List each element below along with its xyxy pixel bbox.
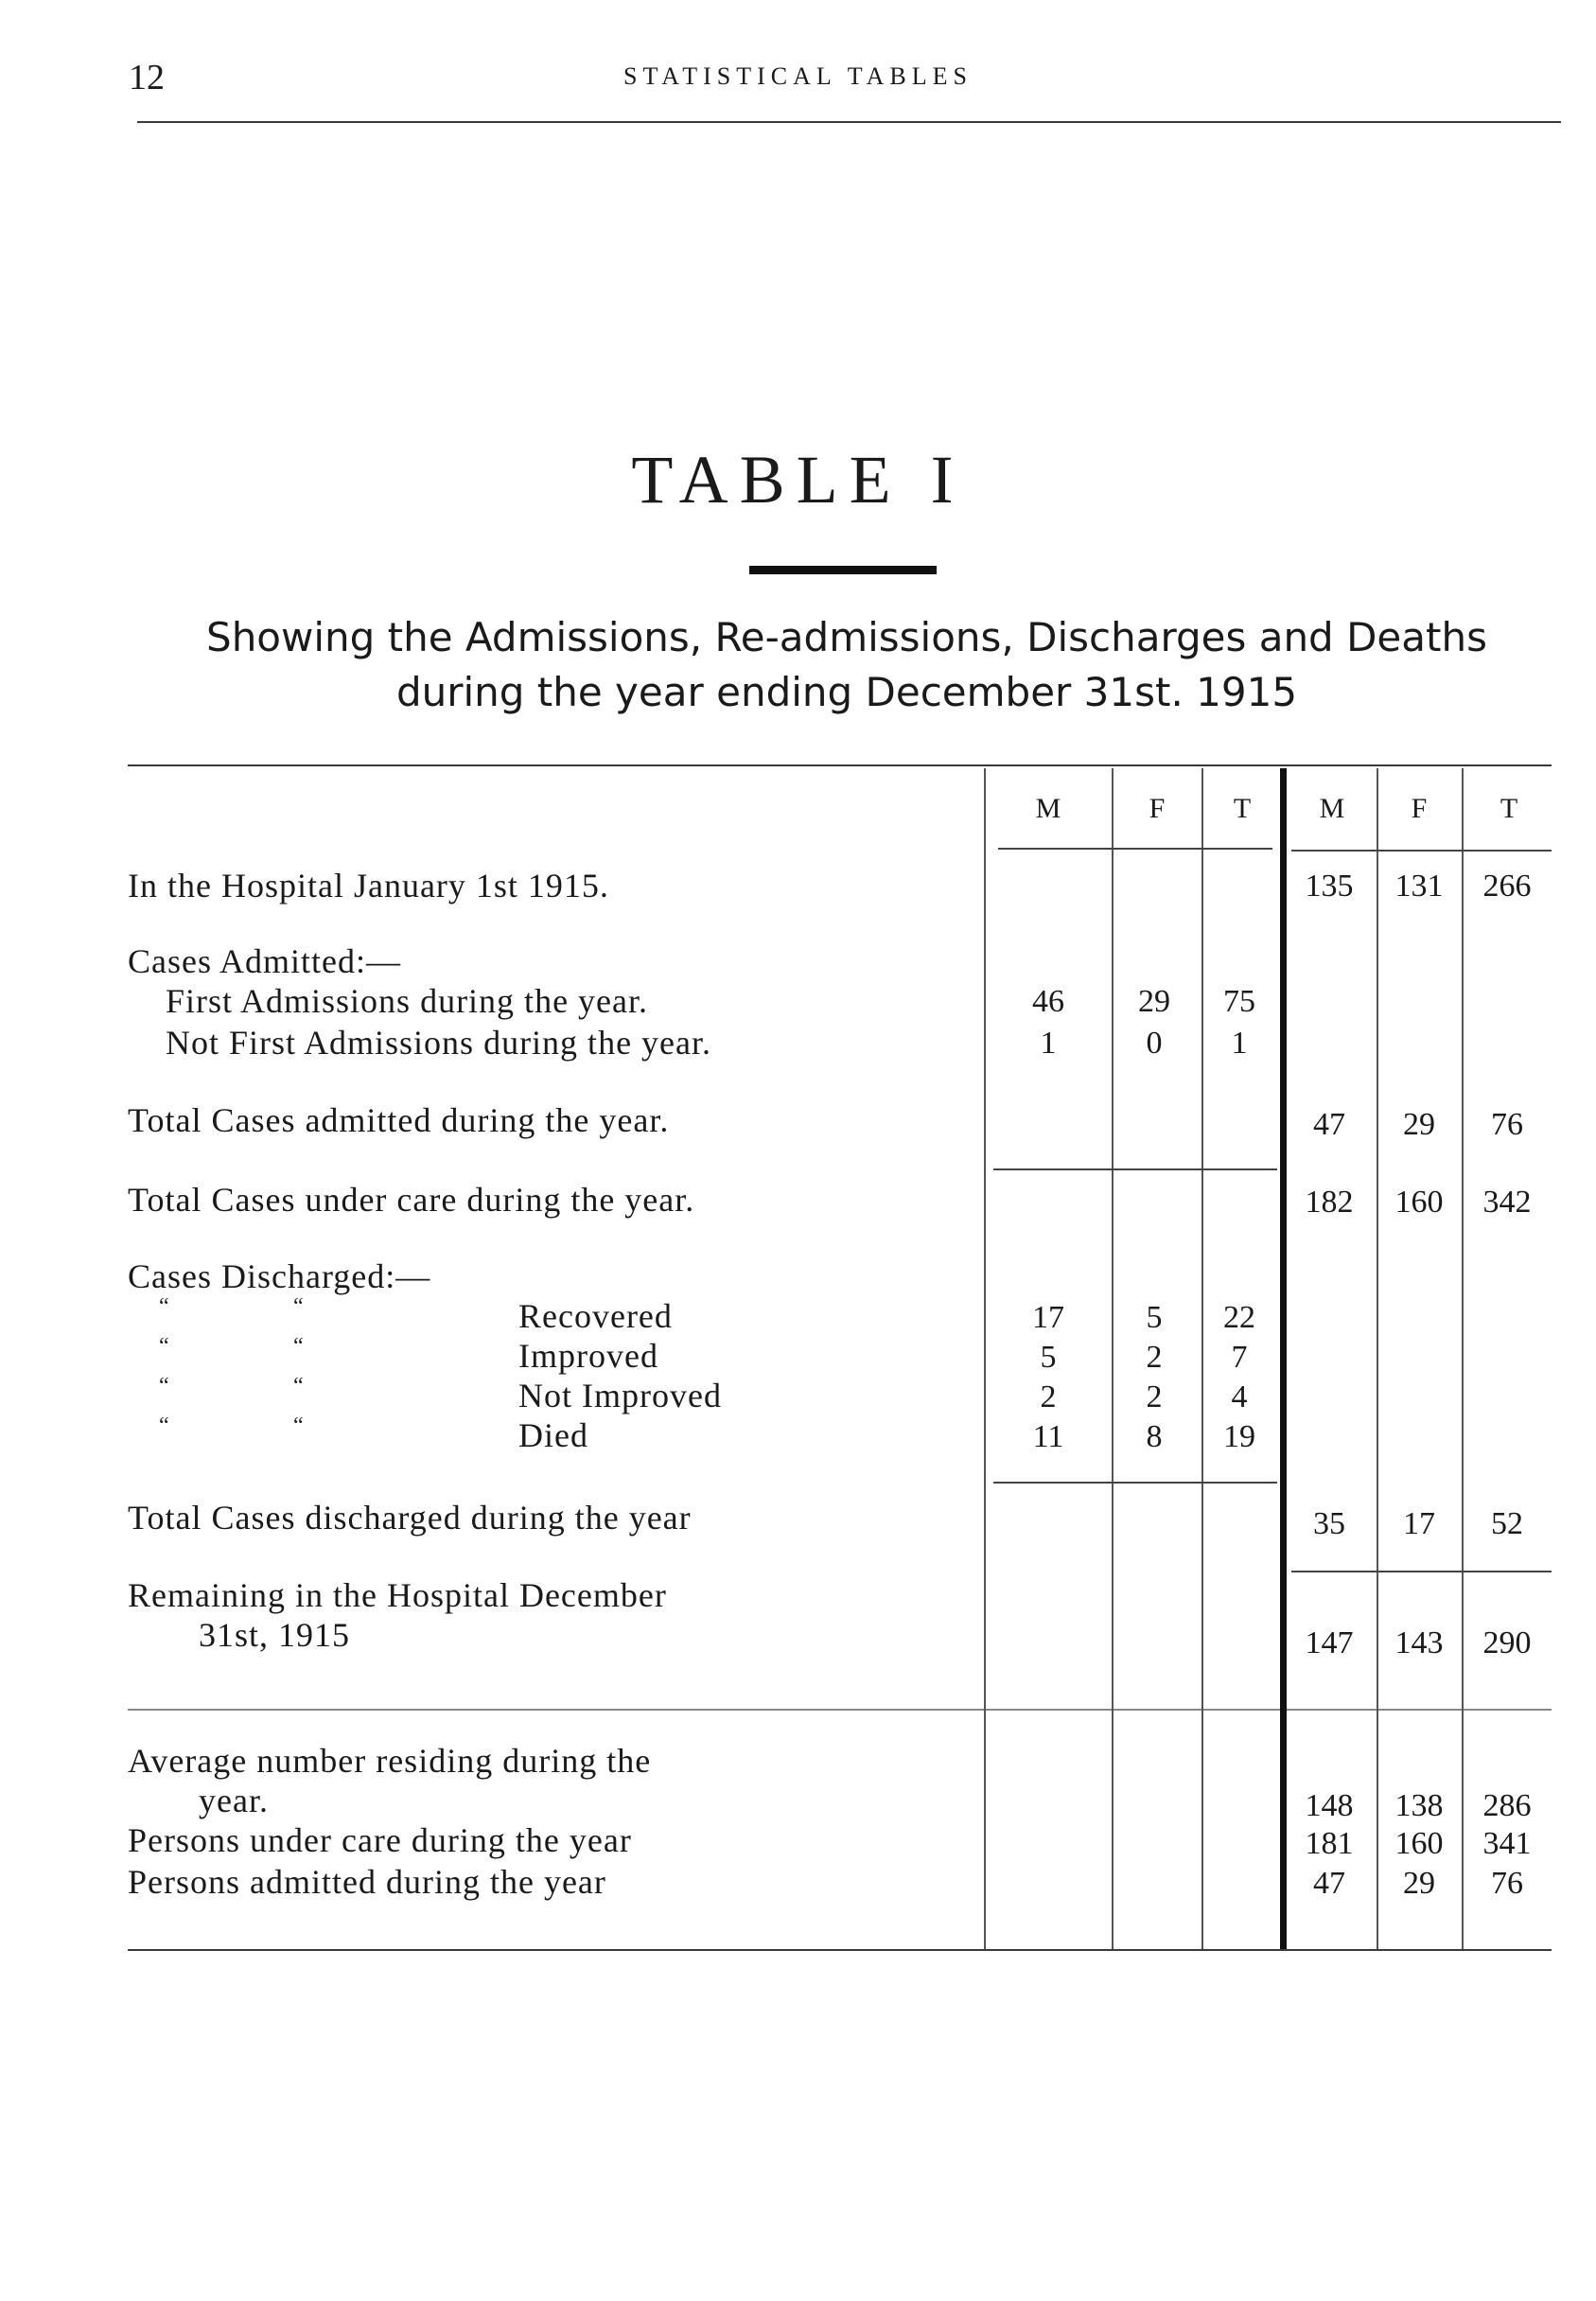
- total-discharged-m: 35: [1313, 1506, 1345, 1541]
- not-improved-m: 2: [1040, 1379, 1057, 1414]
- label-not-improved: Not Improved: [518, 1377, 722, 1414]
- running-title: STATISTICAL TABLES: [623, 62, 973, 90]
- persons-under-care-t: 341: [1482, 1826, 1532, 1861]
- column-line-5: [1377, 768, 1378, 1949]
- persons-admitted-f: 29: [1403, 1866, 1435, 1901]
- recovered-m: 17: [1032, 1300, 1064, 1335]
- total-admitted-f: 29: [1403, 1107, 1435, 1142]
- label-total-admitted: Total Cases admitted during the year.: [128, 1101, 670, 1139]
- label-recovered: Recovered: [518, 1297, 673, 1335]
- died-m: 11: [1032, 1419, 1064, 1454]
- label-total-under-care: Total Cases under care during the year.: [128, 1181, 695, 1219]
- died-t: 19: [1223, 1419, 1255, 1454]
- subtitle-line-2: during the year ending December 31st. 1915: [395, 669, 1298, 715]
- persons-under-care-f: 160: [1394, 1826, 1444, 1861]
- remaining-m: 147: [1305, 1625, 1354, 1660]
- total-discharged-t: 52: [1491, 1506, 1523, 1541]
- column-line-1: [984, 768, 986, 1949]
- total-under-care-f: 160: [1394, 1185, 1444, 1220]
- label-cases-discharged: Cases Discharged:—: [128, 1257, 431, 1295]
- table-title: TABLE I: [631, 442, 965, 518]
- died-f: 8: [1146, 1419, 1163, 1454]
- page-number: 12: [129, 58, 165, 97]
- ditto-mark: “: [293, 1334, 304, 1359]
- persons-under-care-m: 181: [1305, 1826, 1354, 1861]
- ditto-mark: “: [293, 1414, 304, 1438]
- in-hospital-t: 266: [1482, 869, 1532, 904]
- label-average-residing-line-2: year.: [199, 1782, 269, 1819]
- persons-admitted-m: 47: [1313, 1866, 1345, 1901]
- persons-admitted-t: 76: [1491, 1866, 1523, 1901]
- average-residing-f: 138: [1394, 1788, 1444, 1823]
- not-first-admissions-m: 1: [1040, 1026, 1057, 1061]
- total-admitted-t: 76: [1491, 1107, 1523, 1142]
- label-total-discharged: Total Cases discharged during the year: [128, 1499, 692, 1537]
- first-admissions-m: 46: [1032, 984, 1064, 1019]
- label-cases-admitted: Cases Admitted:—: [128, 942, 401, 980]
- ditto-mark: “: [159, 1414, 169, 1438]
- improved-m: 5: [1040, 1340, 1057, 1375]
- total-admitted-rule: [993, 1168, 1277, 1170]
- total-under-care-t: 342: [1482, 1185, 1532, 1220]
- not-improved-t: 4: [1231, 1379, 1248, 1414]
- table-bottom-rule: [128, 1949, 1552, 1951]
- header-right-t: T: [1500, 793, 1518, 824]
- first-admissions-t: 75: [1223, 984, 1255, 1019]
- discharged-subtotal-rule: [993, 1482, 1277, 1484]
- table-top-rule: [128, 764, 1552, 766]
- total-discharged-rule: [1291, 1571, 1552, 1572]
- improved-t: 7: [1231, 1340, 1248, 1375]
- header-left-f: F: [1149, 793, 1166, 824]
- label-died: Died: [518, 1416, 588, 1454]
- improved-f: 2: [1146, 1340, 1163, 1375]
- label-in-hospital: In the Hospital January 1st 1915.: [128, 867, 609, 905]
- ditto-mark: “: [293, 1374, 304, 1398]
- average-residing-m: 148: [1305, 1788, 1354, 1823]
- header-underline-right: [1291, 850, 1552, 852]
- recovered-t: 22: [1223, 1300, 1255, 1335]
- label-average-residing-line-1: Average number residing during the: [128, 1742, 652, 1780]
- ditto-mark: “: [159, 1294, 169, 1319]
- header-underline-left: [998, 848, 1272, 850]
- ditto-mark: “: [159, 1374, 169, 1398]
- label-not-first-admissions: Not First Admissions during the year.: [166, 1024, 711, 1062]
- label-remaining-line-1: Remaining in the Hospital December: [128, 1576, 667, 1614]
- label-first-admissions: First Admissions during the year.: [166, 982, 648, 1020]
- recovered-f: 5: [1146, 1300, 1163, 1335]
- label-persons-admitted: Persons admitted during the year: [128, 1863, 606, 1901]
- first-admissions-f: 29: [1138, 984, 1170, 1019]
- in-hospital-f: 131: [1394, 869, 1444, 904]
- ditto-mark: “: [159, 1334, 169, 1359]
- label-remaining-line-2: 31st, 1915: [199, 1616, 351, 1654]
- not-improved-f: 2: [1146, 1379, 1163, 1414]
- header-rule: [137, 121, 1561, 123]
- title-underline: [749, 566, 937, 574]
- remaining-t: 290: [1482, 1625, 1532, 1660]
- total-admitted-m: 47: [1313, 1107, 1345, 1142]
- header-right-m: M: [1319, 793, 1345, 824]
- column-line-6: [1462, 768, 1464, 1949]
- header-right-f: F: [1411, 793, 1428, 824]
- not-first-admissions-f: 0: [1146, 1026, 1163, 1061]
- remaining-f: 143: [1394, 1625, 1444, 1660]
- subtitle-line-1: Showing the Admissions, Re-admissions, Discharges and Deaths: [206, 614, 1487, 660]
- in-hospital-m: 135: [1305, 869, 1354, 904]
- total-under-care-m: 182: [1305, 1185, 1354, 1220]
- header-left-m: M: [1035, 793, 1061, 824]
- label-improved: Improved: [518, 1337, 658, 1375]
- total-discharged-f: 17: [1403, 1506, 1435, 1541]
- header-left-t: T: [1233, 793, 1252, 824]
- not-first-admissions-t: 1: [1231, 1026, 1248, 1061]
- label-persons-under-care: Persons under care during the year: [128, 1821, 632, 1859]
- ditto-mark: “: [293, 1294, 304, 1319]
- average-residing-t: 286: [1482, 1788, 1532, 1823]
- section-divider-rule: [128, 1709, 1552, 1711]
